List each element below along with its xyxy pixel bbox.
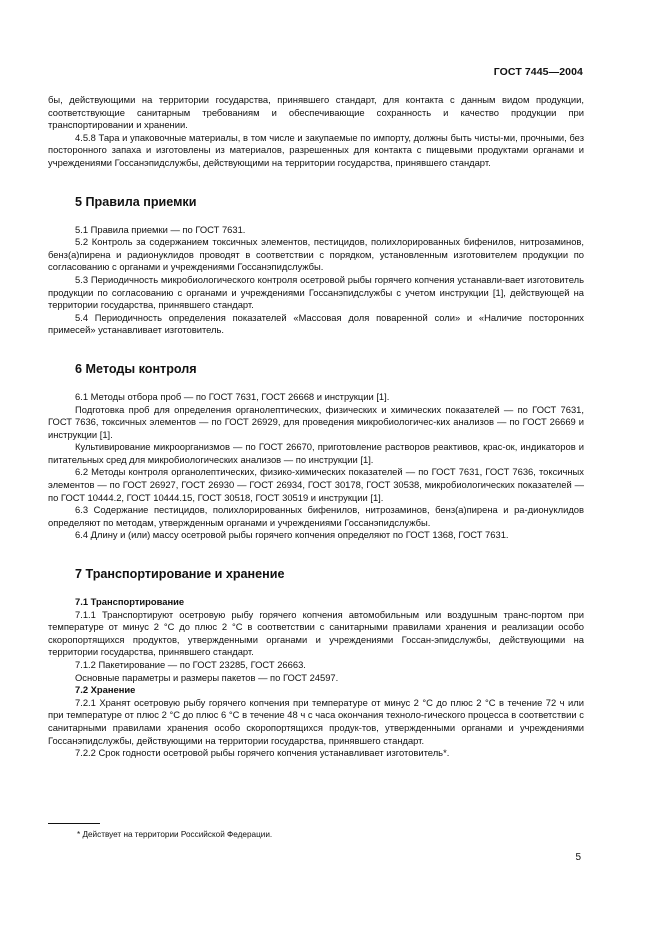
section-title: 7 Транспортирование и хранение [75,567,285,582]
paragraph: бы, действующими на территории государства, принявшего стандарт, для контакта с данным видом продукции, соответствующие санитарным требованиям и обеспечивающие сохранность и качество продукции при транспортировании и хранении. [48,94,584,131]
paragraph: 7.2.2 Срок годности осетровой рыбы горячего копчения устанавливает изготовитель*. [75,747,450,759]
paragraph: 7.2.1 Хранят осетровую рыбу горячего копчения при температуре от минус 2 °С до плюс 2 °С в течение 72 ч или при температуре от плюс 2 °С до плюс 6 °С в течение 48 ч с часа окончания техноло-гического процесса в соответствии с санитарными правилами хранения особо скоропортящихся продук-тов, утвержденными органами и учреждениями Госсанэпидслужбы, действующими на территории государства, принявшего стандарт. [48,696,584,746]
paragraph: 5.1 Правила приемки — по ГОСТ 7631. [75,223,246,235]
paragraph: Культивирование микроорганизмов — по ГОСТ 26670, приготовление растворов реактивов, крас-ок, индикаторов и питательных сред для микробиологических анализов — по инструкции [1]. [48,441,584,465]
page-number: 5 [575,852,581,863]
paragraph: 7.1.2 Пакетирование — по ГОСТ 23285, ГОСТ 26663. [75,659,306,670]
paragraph: 6.4 Длину и (или) массу осетровой рыбы горячего копчения определяют по ГОСТ 1368, ГОСТ 7631. [75,529,509,541]
subsection-title: 7.2 Хранение [75,684,136,696]
footnote: * Действует на территории Российской Федерации. [77,830,273,839]
subsection-title: 7.1 Транспортирование [75,596,185,608]
paragraph: 6.2 Методы контроля органолептических, физико-химических показателей — по ГОСТ 7631, ГОСТ 7636, токсичных элементов — по ГОСТ 26927, ГОСТ 26930 — ГОСТ 26934, ГОСТ 30178, ГОСТ 30538, микробиологических показателей — по ГОСТ 10444.2, ГОСТ 10444.15, ГОСТ 30518, ГОСТ 30519 и инструкции [1]. [48,466,584,503]
document-body [48,94,584,760]
paragraph: Основные параметры и размеры пакетов — по ГОСТ 24597. [75,671,339,683]
paragraph: 6.3 Содержание пестицидов, полихлорированных бифенилов, нитрозаминов, бенз(а)пирена и ра-дионуклидов определяют по методам, утвержденным органами и учреждениями Госсанэпидслужбы. [48,504,584,528]
paragraph: 5.3 Периодичность микробиологического контроля осетровой рыбы горячего копчения устанавли-вает изготовитель продукции по согласованию с органами и учреждениями Госсанэпидслужбы с учетом инструкции [1], действующей на территории государства, принявшего стандарт. [48,273,584,311]
document-header: ГОСТ 7445—2004 [493,66,583,78]
paragraph: 6.1 Методы отбора проб — по ГОСТ 7631, ГОСТ 26668 и инструкции [1]. [75,390,390,402]
paragraph: 5.2 Контроль за содержанием токсичных элементов, пестицидов, полихлорированных бифенилов, нитрозаминов, бенз(а)пирена и радионуклидов проводят в соответствии с порядком, установленным изготовителем продукции по согласованию с органами и учреждениями Госсанэпидслужбы. [48,236,584,273]
paragraph: 4.5.8 Тара и упаковочные материалы, в том числе и закупаемые по импорту, должны быть чисты-ми, прочными, без посторонного запаха и изготовлены из материалов, разрешенных для контакта с пищевыми продуктами органами и учреждениями Госсанэпидслужбы, действующими на территории государства, принявшего стандарт. [48,131,584,168]
paragraph: 7.1.1 Транспортируют осетровую рыбу горячего копчения автомобильным или воздушным транс-портом при температуре от минус 2 °С до плюс 2 °С в соответствии с санитарными правилами хранения и реализации особо скоропортящихся продуктов, утвержденными органами и учреждениями Госсан-эпидслужбы, действующими на территории государства, принявшего стандарт. [48,608,584,658]
paragraph: Подготовка проб для определения органолептических, физических и химических показателей — по ГОСТ 7631, ГОСТ 7636, токсичных элементов — по ГОСТ 26929, для проведения микробиологичес-ких анализов — по ГОСТ 26669 и инструкции [1]. [48,403,584,440]
section-title: 5 Правила приемки [75,194,197,209]
paragraph: 5.4 Периодичность определения показателей «Массовая доля поваренной соли» и «Наличие посторонних примесей» устанавливает изготовитель. [48,311,584,336]
section-title: 6 Методы контроля [75,361,197,376]
footnote-divider [48,823,100,824]
